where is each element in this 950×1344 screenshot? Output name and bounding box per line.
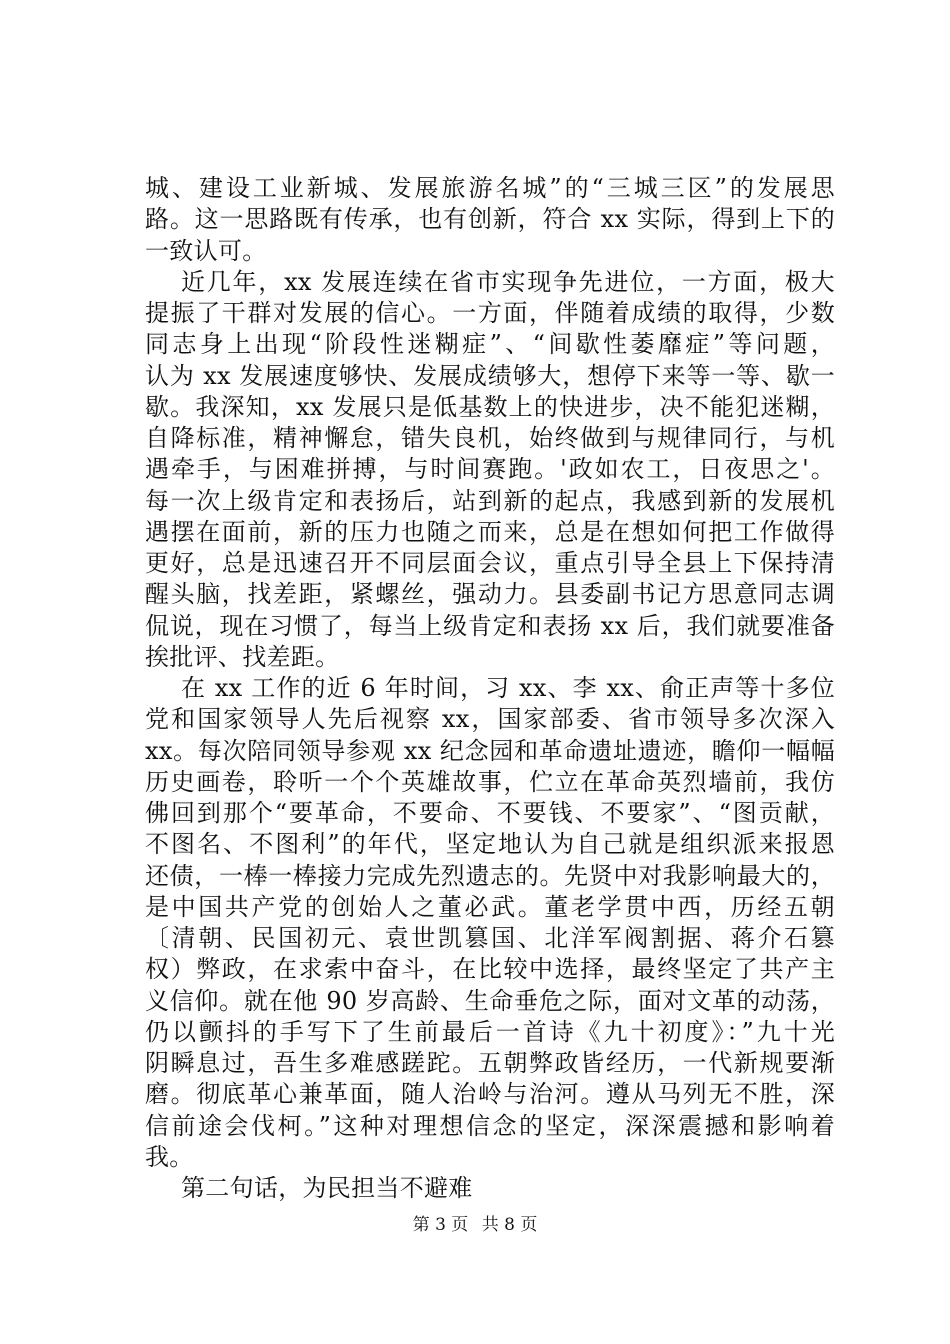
text-line: 侃说，现在习惯了，每当上级肯定和表扬 xx 后，我们就要准备	[145, 611, 835, 640]
document-body	[145, 173, 835, 1204]
page-footer	[0, 1213, 950, 1237]
text-line: 近几年，xx 发展连续在省市实现争先进位，一方面，极大	[181, 267, 835, 296]
text-line: 城、建设工业新城、发展旅游名城”的“三城三区”的发展思	[145, 174, 835, 202]
text-line: 磨。彻底革心兼革面，随人治岭与治河。遵从马列无不胜，深	[145, 1080, 835, 1109]
text-line: 提振了干群对发展的信心。一方面，伴随着成绩的取得，少数	[145, 299, 835, 327]
text-line: 阴瞬息过，吾生多难感蹉跎。五朝弊政皆经历，一代新规要渐	[145, 1049, 835, 1077]
text-line: 佛回到那个“要革命，不要命、不要钱、不要家”、“图贡献，	[145, 799, 835, 827]
text-line: 同志身上出现“阶段性迷糊症”、“间歇性萎靡症”等问题，	[145, 330, 835, 359]
text-line: 歇。我深知，xx 发展只是低基数上的快进步，决不能犯迷糊，	[145, 392, 835, 421]
text-line: 是中国共产党的创始人之董必武。董老学贯中西，历经五朝	[145, 892, 835, 921]
text-line: 更好，总是迅速召开不同层面会议，重点引导全县上下保持清	[145, 549, 835, 577]
text-line: 义信仰。就在他 90 岁高龄、生命垂危之际，面对文革的动荡，	[145, 986, 835, 1015]
text-line: 遇牵手，与困难拼搏，与时间赛跑。'政如农工，日夜思之'。	[145, 455, 835, 484]
text-line: 不图名、不图利”的年代，坚定地认为自己就是组织派来报恩	[145, 830, 835, 859]
text-line: 仍以颤抖的手写下了生前最后一首诗《九十初度》：”九十光	[145, 1017, 835, 1046]
text-line: 认为 xx 发展速度够快、发展成绩够大，想停下来等一等、歇一	[145, 361, 835, 390]
text-line: 遇摆在面前，新的压力也随之而来，总是在想如何把工作做得	[145, 517, 835, 546]
text-line: 党和国家领导人先后视察 xx，国家部委、省市领导多次深入	[145, 705, 835, 734]
text-line: 每一次上级肯定和表扬后，站到新的起点，我感到新的发展机	[145, 486, 835, 515]
text-line: 第二句话，为民担当不避难	[181, 1174, 473, 1202]
text-line: 权）弊政，在求索中奋斗，在比较中选择，最终坚定了共产主	[145, 955, 835, 984]
text-line: 我。	[145, 1142, 194, 1171]
text-line: 还债，一棒一棒接力完成先烈遗志的。先贤中对我影响最大的，	[145, 861, 835, 890]
text-line: 历史画卷，聆听一个个英雄故事，伫立在革命英烈墙前，我仿	[145, 767, 835, 796]
text-line: xx。每次陪同领导参观 xx 纪念园和革命遗址遗迹，瞻仰一幅幅	[145, 736, 835, 765]
text-line: 一致认可。	[145, 236, 267, 265]
text-line: 自降标准，精神懈怠，错失良机，始终做到与规律同行，与机	[145, 424, 835, 452]
text-line: 路。这一思路既有传承，也有创新，符合 xx 实际，得到上下的	[145, 205, 835, 234]
page-number-current: 第 3 页	[412, 1215, 469, 1235]
text-line: 信前途会伐柯。”这种对理想信念的坚定，深深震撼和影响着	[145, 1111, 835, 1140]
page-number-total: 共 8 页	[481, 1215, 538, 1235]
text-line: 挨批评、找差距。	[145, 642, 340, 671]
text-line: 醒头脑，找差距，紧螺丝，强动力。县委副书记方思意同志调	[145, 580, 835, 609]
text-line: 在 xx 工作的近 6 年时间，习 xx、李 xx、俞正声等十多位	[181, 674, 835, 702]
text-line: 〔清朝、民国初元、袁世凯篡国、北洋军阀割据、蒋介石篡	[145, 924, 835, 952]
